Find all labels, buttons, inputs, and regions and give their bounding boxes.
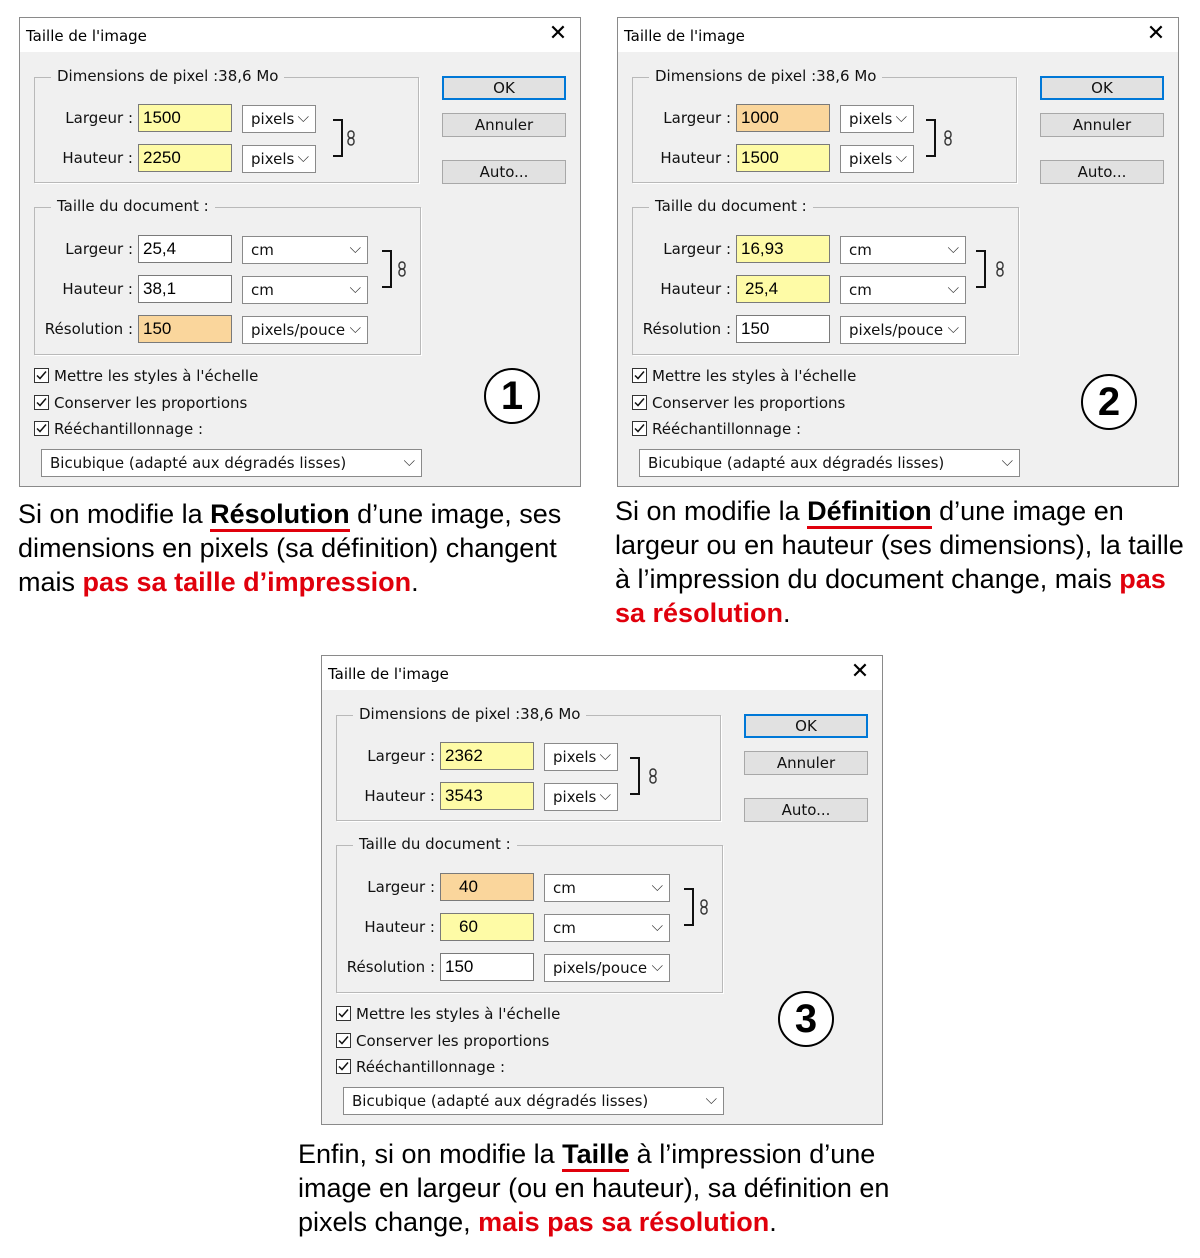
link-bracket <box>684 888 694 926</box>
checkmark-icon <box>36 370 47 381</box>
doc-width-unit-value: cm <box>251 241 274 259</box>
chevron-down-icon: ⌵ <box>1001 452 1013 470</box>
resample-method-value: Bicubique (adapté aux dégradés lisses) <box>352 1092 649 1110</box>
close-icon[interactable]: ✕ <box>548 21 568 46</box>
chevron-down-icon: ⌵ <box>651 917 663 935</box>
doc-width-unit-value: cm <box>553 879 576 897</box>
checkmark-icon <box>338 1035 349 1046</box>
px-height-unit-select[interactable] <box>242 145 316 173</box>
doc-height-label: Hauteur : <box>364 918 435 936</box>
resolution-input[interactable]: 150 <box>440 953 534 981</box>
doc-height-input[interactable]: 60 <box>440 913 534 941</box>
doc-width-unit-select[interactable] <box>840 236 966 264</box>
doc-height-unit-value: cm <box>849 281 872 299</box>
doc-width-input[interactable]: 16,93 <box>736 235 830 263</box>
ok-button[interactable]: OK <box>442 76 566 100</box>
title-bar <box>322 656 882 690</box>
document-size-legend: Taille du document : <box>51 197 215 215</box>
doc-height-unit-value: cm <box>553 919 576 937</box>
resolution-input[interactable]: 150 <box>736 315 830 343</box>
checkmark-icon <box>338 1061 349 1072</box>
caption-2-text: . <box>783 598 791 628</box>
resample-method-select[interactable] <box>41 449 422 477</box>
resolution-label: Résolution : <box>346 958 435 976</box>
caption-2-emphasis: pas sa résolution <box>615 564 1166 628</box>
chevron-down-icon: ⌵ <box>349 239 361 257</box>
document-size-legend: Taille du document : <box>649 197 813 215</box>
constrain-label: Conserver les proportions <box>652 394 846 412</box>
step-badge: 3 <box>778 991 834 1047</box>
constrain-checkbox[interactable] <box>632 395 647 410</box>
caption-2 <box>615 494 1185 630</box>
step-badge: 2 <box>1081 374 1137 430</box>
px-height-label: Hauteur : <box>660 149 731 167</box>
doc-width-label: Largeur : <box>367 878 435 896</box>
px-height-unit-value: pixels <box>553 788 597 806</box>
constrain-label: Conserver les proportions <box>54 394 248 412</box>
chevron-down-icon: ⌵ <box>349 319 361 337</box>
image-size-dialog-1 <box>19 17 581 487</box>
caption-3-keyword: Taille <box>562 1139 629 1172</box>
checkmark-icon <box>36 397 47 408</box>
ok-button[interactable]: OK <box>744 714 868 738</box>
scale-styles-label: Mettre les styles à l'échelle <box>54 367 259 385</box>
doc-width-unit-value: cm <box>849 241 872 259</box>
dialog-title: Taille de l'image <box>328 665 449 683</box>
px-height-label: Hauteur : <box>364 787 435 805</box>
close-icon[interactable]: ✕ <box>1146 21 1166 46</box>
caption-1-text: . <box>411 567 419 597</box>
px-width-unit-select[interactable] <box>544 743 618 771</box>
document-size-legend: Taille du document : <box>353 835 517 853</box>
pixel-dimensions-legend: Dimensions de pixel :38,6 Mo <box>649 67 882 85</box>
chevron-down-icon: ⌵ <box>895 148 907 166</box>
px-width-input[interactable]: 2362 <box>440 742 534 770</box>
px-width-label: Largeur : <box>663 109 731 127</box>
chevron-down-icon: ⌵ <box>297 108 309 126</box>
step-badge: 1 <box>484 368 540 424</box>
caption-1-text: d’une image, ses dimensions en pixels (sa définition) changent mais <box>18 499 562 597</box>
px-width-input[interactable]: 1000 <box>736 104 830 132</box>
chain-link-icon[interactable] <box>649 768 657 784</box>
pixel-dimensions-legend: Dimensions de pixel :38,6 Mo <box>51 67 284 85</box>
checkmark-icon <box>634 370 645 381</box>
resample-label: Rééchantillonnage : <box>356 1058 505 1076</box>
caption-2-keyword: Définition <box>807 496 931 529</box>
resample-label: Rééchantillonnage : <box>54 420 203 438</box>
resolution-label: Résolution : <box>642 320 731 338</box>
px-height-unit-select[interactable] <box>544 783 618 811</box>
caption-3-emphasis: mais pas sa résolution <box>478 1207 770 1237</box>
resolution-unit-select[interactable] <box>242 316 368 344</box>
doc-width-unit-select[interactable] <box>242 236 368 264</box>
chevron-down-icon: ⌵ <box>403 452 415 470</box>
doc-width-input[interactable]: 25,4 <box>138 235 232 263</box>
resolution-unit-select[interactable] <box>544 954 670 982</box>
doc-height-label: Hauteur : <box>62 280 133 298</box>
dialog-title: Taille de l'image <box>624 27 745 45</box>
auto-button[interactable]: Auto... <box>1040 160 1164 184</box>
title-bar <box>618 18 1178 52</box>
doc-width-label: Largeur : <box>65 240 133 258</box>
px-height-unit-select[interactable] <box>840 145 914 173</box>
chevron-down-icon: ⌵ <box>599 786 611 804</box>
doc-height-input[interactable]: 38,1 <box>138 275 232 303</box>
resample-method-value: Bicubique (adapté aux dégradés lisses) <box>648 454 945 472</box>
chain-link-icon[interactable] <box>944 130 952 146</box>
link-bracket <box>976 250 986 288</box>
resolution-label: Résolution : <box>44 320 133 338</box>
caption-3-text: Enfin, si on modifie la <box>298 1139 563 1169</box>
close-icon[interactable]: ✕ <box>850 659 870 684</box>
image-size-dialog-3 <box>321 655 883 1125</box>
px-width-unit-select[interactable] <box>840 105 914 133</box>
px-width-unit-value: pixels <box>553 748 597 766</box>
chevron-down-icon: ⌵ <box>895 108 907 126</box>
px-height-label: Hauteur : <box>62 149 133 167</box>
resample-checkbox[interactable] <box>34 421 49 436</box>
scale-styles-checkbox[interactable] <box>632 368 647 383</box>
chain-link-icon[interactable] <box>996 261 1004 277</box>
doc-height-unit-select[interactable] <box>840 276 966 304</box>
doc-height-unit-select[interactable] <box>242 276 368 304</box>
auto-button[interactable]: Auto... <box>442 160 566 184</box>
doc-width-unit-select[interactable] <box>544 874 670 902</box>
checkmark-icon <box>634 423 645 434</box>
caption-1 <box>18 497 598 599</box>
doc-width-label: Largeur : <box>663 240 731 258</box>
px-height-input[interactable]: 1500 <box>736 144 830 172</box>
px-width-unit-select[interactable] <box>242 105 316 133</box>
scale-styles-label: Mettre les styles à l'échelle <box>356 1005 561 1023</box>
doc-height-unit-select[interactable] <box>544 914 670 942</box>
caption-3-text: à l’impression d’une image en largeur (ou en hauteur), sa définition en pixels change, <box>298 1139 890 1237</box>
chevron-down-icon: ⌵ <box>651 877 663 895</box>
px-width-input[interactable]: 1500 <box>138 104 232 132</box>
doc-height-unit-value: cm <box>251 281 274 299</box>
resolution-input[interactable]: 150 <box>138 315 232 343</box>
cancel-button[interactable]: Annuler <box>442 113 566 137</box>
resolution-unit-value: pixels/pouce <box>849 321 944 339</box>
link-bracket <box>630 757 640 795</box>
caption-2-text: Si on modifie la <box>615 496 808 526</box>
chevron-down-icon: ⌵ <box>599 746 611 764</box>
checkmark-icon <box>338 1008 349 1019</box>
resolution-unit-select[interactable] <box>840 316 966 344</box>
px-height-unit-value: pixels <box>251 150 295 168</box>
scale-styles-checkbox[interactable] <box>336 1006 351 1021</box>
cancel-button[interactable]: Annuler <box>744 751 868 775</box>
resample-method-select[interactable] <box>343 1087 724 1115</box>
resolution-unit-value: pixels/pouce <box>251 321 346 339</box>
cancel-button[interactable]: Annuler <box>1040 113 1164 137</box>
caption-3 <box>298 1137 938 1239</box>
caption-3-text: . <box>769 1207 777 1237</box>
chain-link-icon[interactable] <box>700 899 708 915</box>
px-width-label: Largeur : <box>367 747 435 765</box>
caption-1-keyword: Résolution <box>210 499 350 532</box>
px-width-unit-value: pixels <box>849 110 893 128</box>
scale-styles-checkbox[interactable] <box>34 368 49 383</box>
caption-1-emphasis: pas sa taille d’impression <box>82 567 412 597</box>
px-height-unit-value: pixels <box>849 150 893 168</box>
image-size-dialog-2 <box>617 17 1179 487</box>
constrain-checkbox[interactable] <box>336 1033 351 1048</box>
px-width-label: Largeur : <box>65 109 133 127</box>
doc-height-label: Hauteur : <box>660 280 731 298</box>
scale-styles-label: Mettre les styles à l'échelle <box>652 367 857 385</box>
doc-height-input[interactable]: 25,4 <box>736 275 830 303</box>
resample-checkbox[interactable] <box>336 1059 351 1074</box>
title-bar <box>20 18 580 52</box>
chevron-down-icon: ⌵ <box>947 319 959 337</box>
px-width-unit-value: pixels <box>251 110 295 128</box>
checkmark-icon <box>634 397 645 408</box>
chain-link-icon[interactable] <box>398 261 406 277</box>
chevron-down-icon: ⌵ <box>349 279 361 297</box>
px-height-input[interactable]: 3543 <box>440 782 534 810</box>
link-bracket <box>926 119 936 157</box>
dialog-title: Taille de l'image <box>26 27 147 45</box>
resolution-unit-value: pixels/pouce <box>553 959 648 977</box>
checkmark-icon <box>36 423 47 434</box>
chevron-down-icon: ⌵ <box>705 1090 717 1108</box>
px-height-input[interactable]: 2250 <box>138 144 232 172</box>
link-bracket <box>333 119 343 157</box>
link-bracket <box>382 250 392 288</box>
caption-2-text: d’une image en largeur ou en hauteur (ses dimensions), la taille à l’impression du document change, mais <box>615 496 1184 594</box>
constrain-label: Conserver les proportions <box>356 1032 550 1050</box>
caption-1-text: Si on modifie la <box>18 499 211 529</box>
chain-link-icon[interactable] <box>347 130 355 146</box>
constrain-checkbox[interactable] <box>34 395 49 410</box>
resample-checkbox[interactable] <box>632 421 647 436</box>
resample-label: Rééchantillonnage : <box>652 420 801 438</box>
chevron-down-icon: ⌵ <box>947 239 959 257</box>
auto-button[interactable]: Auto... <box>744 798 868 822</box>
chevron-down-icon: ⌵ <box>651 957 663 975</box>
resample-method-value: Bicubique (adapté aux dégradés lisses) <box>50 454 347 472</box>
doc-width-input[interactable]: 40 <box>440 873 534 901</box>
chevron-down-icon: ⌵ <box>947 279 959 297</box>
pixel-dimensions-legend: Dimensions de pixel :38,6 Mo <box>353 705 586 723</box>
resample-method-select[interactable] <box>639 449 1020 477</box>
ok-button[interactable]: OK <box>1040 76 1164 100</box>
chevron-down-icon: ⌵ <box>297 148 309 166</box>
